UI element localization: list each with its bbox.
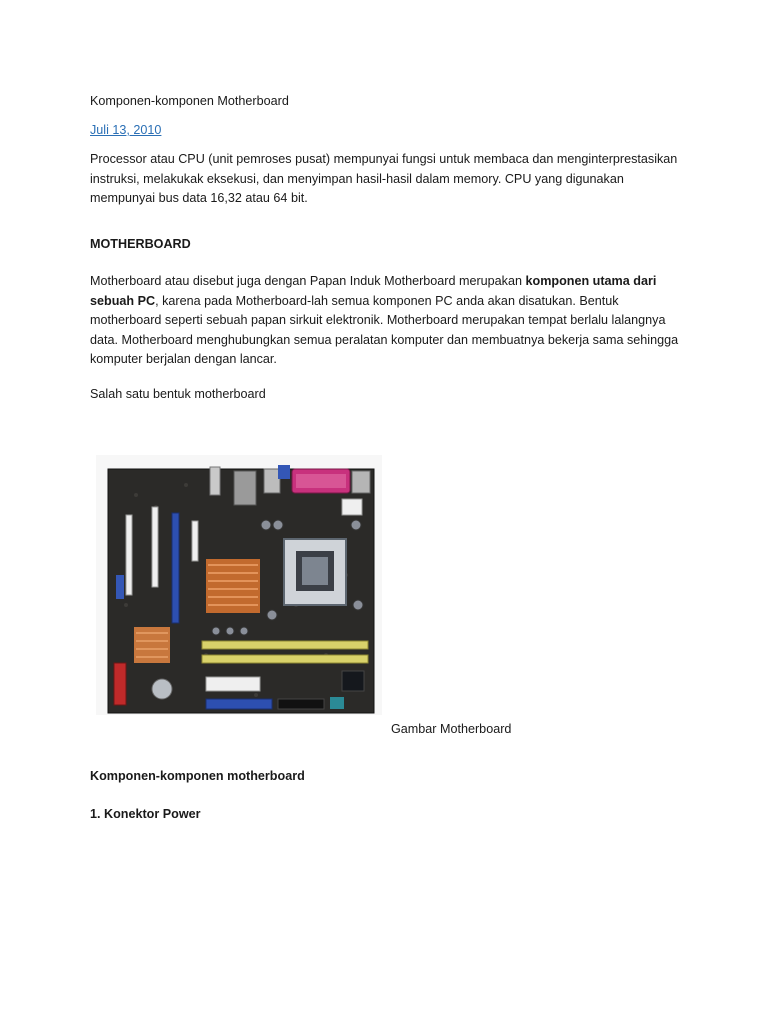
heading-komponen-motherboard: Komponen-komponen motherboard xyxy=(90,769,305,783)
paragraph-motherboard-part1: Motherboard atau disebut juga dengan Papan Induk Motherboard merupakan xyxy=(90,274,526,288)
paragraph-motherboard-part2: , karena pada Motherboard-lah semua komponen PC anda akan disatukan. Bentuk motherboard seperti sebuah papan sirkuit elektronik. Motherboard merupakan tempat berlalu lalangnya data. Motherboard menghubungkan semua peralatan komputer dan membuatnya bekerja sama sehingga komputer berjalan dengan lancar. xyxy=(90,293,679,366)
post-date-link[interactable]: Juli 13, 2010 xyxy=(90,123,162,137)
heading-motherboard: MOTHERBOARD xyxy=(90,237,191,251)
paragraph-processor: Processor atau CPU (unit pemroses pusat) mempunyai fungsi untuk membaca dan menginterprestasikan instruksi, melakukak eksekusi, dan menyimpan hasil-hasil dalam memory. CPU yang digunakan mempunyai bus data 16,32 atau 64 bit. xyxy=(90,152,678,205)
post-title: Komponen-komponen Motherboard xyxy=(90,94,289,108)
line-salah-satu-bentuk: Salah satu bentuk motherboard xyxy=(90,387,266,401)
motherboard-photo xyxy=(96,455,382,715)
paragraph-motherboard xyxy=(90,272,690,370)
heading-konektor-power: 1. Konektor Power xyxy=(90,807,201,821)
motherboard-illustration xyxy=(96,455,382,715)
image-caption: Gambar Motherboard xyxy=(391,722,512,736)
paragraph-motherboard-bold: komponen utama dari sebuah PC xyxy=(90,274,657,308)
